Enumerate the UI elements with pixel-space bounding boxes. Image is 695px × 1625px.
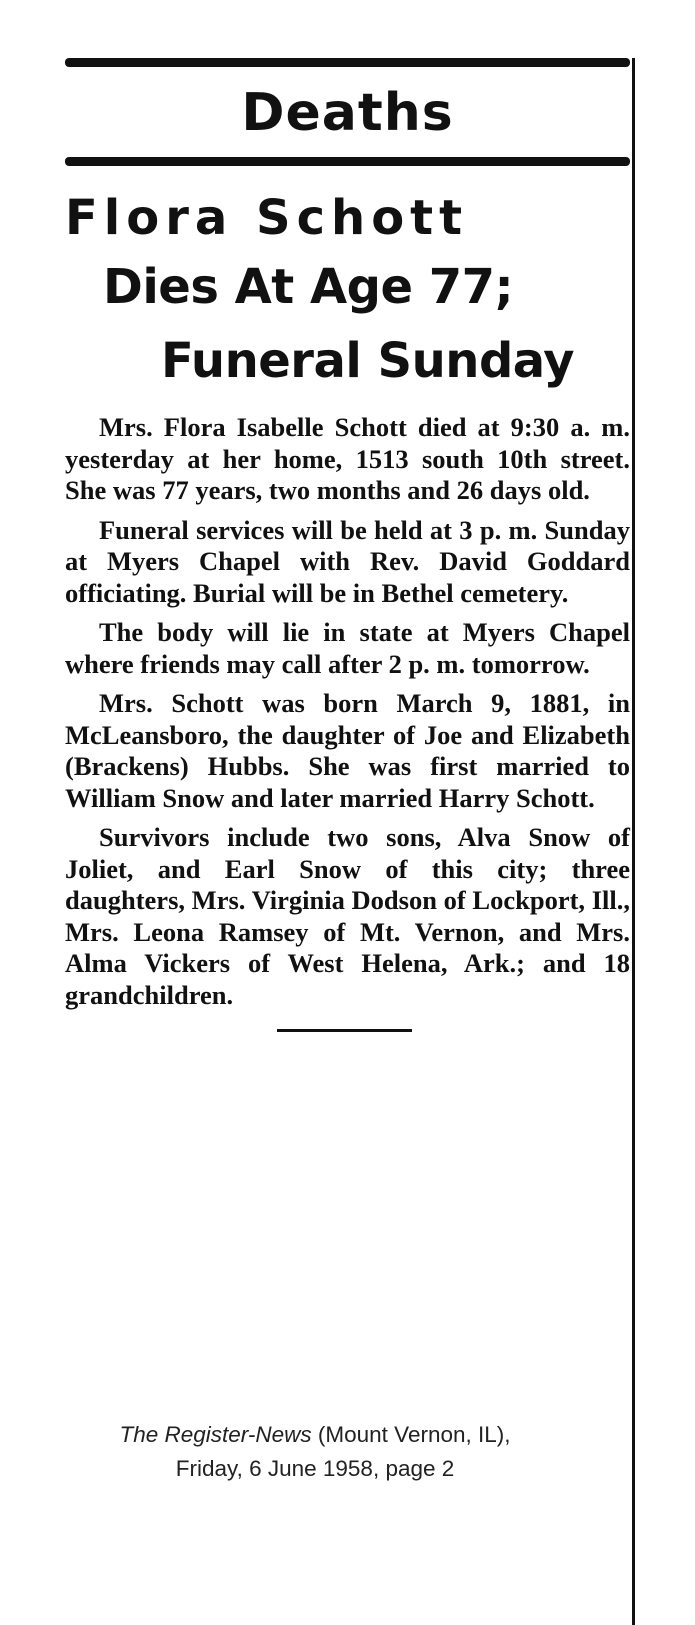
- article-end-rule: [277, 1029, 412, 1032]
- article-paragraph: Survivors include two sons, Alva Snow of Joliet, and Earl Snow of this city; three daughters, Mrs. Virginia Dodson of Lockport, Ill., Mrs. Leona Ramsey of Mt. Vernon, and Mrs. Alma Vickers of West Helena, Ark.; and 18 grandchildren.: [65, 822, 630, 1010]
- article-paragraph: Mrs. Flora Isabelle Schott died at 9:30 a. m. yesterday at her home, 1513 south 10th street. She was 77 years, two months and 26 days old.: [65, 412, 630, 505]
- section-rule-top: [65, 58, 630, 67]
- caption-line-1: [0, 1418, 630, 1452]
- section-rule-bottom: [65, 157, 630, 166]
- source-caption: [0, 1418, 630, 1486]
- publication-location: (Mount Vernon, IL),: [317, 1422, 511, 1447]
- headline-line-1: Flora Schott: [65, 190, 469, 246]
- newspaper-clipping: [65, 58, 630, 1032]
- article-paragraph: Funeral services will be held at 3 p. m. Sunday at Myers Chapel with Rev. David Goddard officiating. Burial will be in Bethel cemetery.: [65, 514, 630, 608]
- article-body: [65, 412, 630, 1011]
- article-paragraph: The body will lie in state at Myers Chapel where friends may call after 2 p. m. tomorrow.: [65, 617, 630, 679]
- headline-line-3: Funeral Sunday: [161, 333, 574, 389]
- headline-line-2: Dies At Age 77;: [103, 259, 514, 315]
- section-title: Deaths: [241, 83, 454, 143]
- publication-name: The Register-News: [119, 1422, 312, 1447]
- article-paragraph: Mrs. Schott was born March 9, 1881, in McLeansboro, the daughter of Joe and Elizabeth (Brackens) Hubbs. She was first married to William Snow and later married Harry Schott.: [65, 688, 630, 813]
- column-rule-right: [632, 58, 635, 1625]
- caption-date: Friday, 6 June 1958, page 2: [175, 1456, 455, 1481]
